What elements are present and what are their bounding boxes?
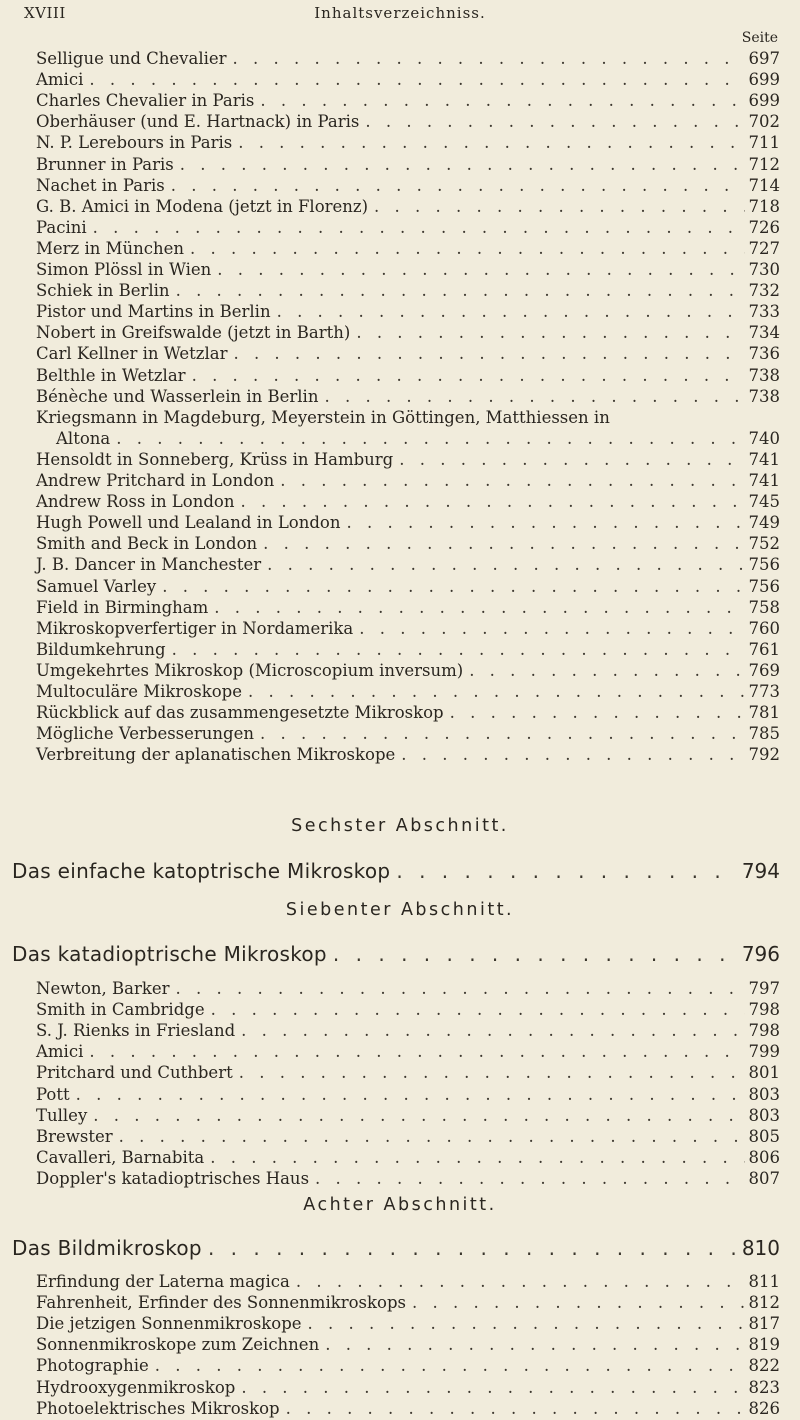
toc-entry-page: 781 <box>748 703 780 723</box>
toc-entry-line1: Kriegsmann in Magdeburg, Meyerstein in Göttingen, Matthiessen in <box>36 407 610 427</box>
toc-entry <box>36 1377 780 1399</box>
toc-entry-title: Bénèche und Wasserlein in Berlin <box>36 386 319 406</box>
dot-leader <box>346 512 744 534</box>
toc-entry-title: Smith in Cambridge <box>36 1000 205 1020</box>
chapter-entry <box>12 858 780 884</box>
dot-leader <box>241 1377 744 1399</box>
toc-entry-title: Die jetzigen Sonnenmikroskope <box>36 1314 302 1334</box>
toc-entry-page: 738 <box>748 386 780 406</box>
toc-entry-page: 803 <box>748 1105 780 1125</box>
toc-entry-page: 805 <box>748 1126 780 1146</box>
section-heading-8: Achter Abschnitt. <box>303 1195 497 1215</box>
dot-leader <box>176 280 745 302</box>
toc-entry-title: Hugh Powell und Lealand in London <box>36 513 341 533</box>
dot-leader <box>374 196 744 218</box>
toc-entry-page: 740 <box>748 428 780 448</box>
toc-entry-page: 697 <box>748 49 780 68</box>
toc-entry <box>36 280 780 302</box>
dot-leader <box>214 597 744 619</box>
toc-entry-page: 702 <box>748 112 780 132</box>
toc-entry <box>36 322 780 344</box>
toc-entry-title: Smith and Beck in London <box>36 534 258 554</box>
toc-entry-page: 749 <box>748 513 780 533</box>
toc-entry-title: Nachet in Paris <box>36 175 165 195</box>
toc-entry-page: 727 <box>748 238 780 258</box>
toc-entry <box>36 1020 780 1042</box>
toc-entry <box>36 1126 780 1148</box>
dot-leader <box>190 238 744 260</box>
section-heading-6: Sechster Abschnitt. <box>291 816 509 836</box>
dot-leader <box>241 1020 744 1042</box>
toc-entry-page: 760 <box>748 618 780 638</box>
dot-leader <box>267 554 744 576</box>
toc-entry-title: S. J. Rienks in Friesland <box>36 1021 236 1041</box>
dot-leader <box>263 533 744 555</box>
section-heading-7: Siebenter Abschnitt. <box>285 900 515 920</box>
toc-entry-page: 792 <box>748 745 780 765</box>
dot-leader <box>89 69 744 91</box>
dot-leader <box>324 386 744 408</box>
toc-entry-page: 822 <box>748 1356 780 1376</box>
toc-entry-title: Erfindung der Laterna magica <box>36 1272 290 1291</box>
dot-leader <box>260 723 745 745</box>
toc-entry <box>36 343 780 365</box>
toc-entry-title: Das einfache katoptrische Mikroskop <box>12 859 391 883</box>
toc-entry <box>36 1147 780 1169</box>
toc-entry-page: 798 <box>748 1021 780 1041</box>
toc-entry-title: G. B. Amici in Modena (jetzt in Florenz) <box>36 196 369 216</box>
toc-entry-title: Doppler's katadioptrisches Haus <box>36 1168 310 1188</box>
dot-leader <box>180 154 745 176</box>
toc-entry <box>36 681 780 703</box>
toc-entry <box>36 90 780 112</box>
toc-entry-page: 803 <box>748 1084 780 1104</box>
toc-entry-title: Charles Chevalier in Paris <box>36 91 255 111</box>
toc-entry-title: Umgekehrtes Mikroskop (Microscopium inversum) <box>36 660 464 680</box>
toc-entry-title: Fahrenheit, Erfinder des Sonnenmikroskops <box>36 1293 406 1313</box>
dot-leader <box>192 365 745 387</box>
toc-entry-title: Samuel Varley <box>36 576 157 596</box>
toc-entry-page: 758 <box>748 597 780 617</box>
toc-entry-page: 806 <box>748 1147 780 1167</box>
dot-leader <box>401 744 744 766</box>
dot-leader <box>286 1398 745 1420</box>
toc-entry-title: Amici <box>36 70 84 90</box>
toc-entry <box>36 1313 780 1335</box>
toc-entry <box>36 1041 780 1063</box>
toc-entry-page: 745 <box>748 492 780 512</box>
toc-entry <box>36 639 780 661</box>
toc-entry-title: Mögliche Verbesserungen <box>36 724 254 744</box>
toc-entry <box>36 196 780 218</box>
dot-leader <box>89 1041 744 1063</box>
toc-entry <box>36 1084 780 1106</box>
toc-entry <box>36 470 780 492</box>
dot-leader <box>119 1126 745 1148</box>
toc-entry-title: Pacini <box>36 217 87 237</box>
toc-entry-page: 718 <box>748 196 780 216</box>
running-head <box>24 4 776 28</box>
toc-entry <box>36 533 780 555</box>
toc-entry-title: Tulley <box>36 1105 88 1125</box>
dot-leader <box>217 259 744 281</box>
dot-leader <box>211 999 745 1021</box>
toc-entry-page: 699 <box>748 70 780 90</box>
toc-entry-title: Nobert in Greifswalde (jetzt in Barth) <box>36 323 351 343</box>
dot-leader <box>308 1313 745 1335</box>
dot-leader <box>296 1271 745 1293</box>
dot-leader <box>399 449 744 471</box>
dot-leader <box>162 576 744 598</box>
toc-entry <box>36 301 780 323</box>
toc-entry-title: Carl Kellner in Wetzlar <box>36 344 228 364</box>
toc-entry-page: 801 <box>748 1063 780 1083</box>
toc-entry-page: 807 <box>748 1168 780 1188</box>
toc-entry-title: Mikroskopverfertiger in Nordamerika <box>36 618 354 638</box>
toc-entry <box>36 1355 780 1377</box>
toc-entry-title: Pritchard und Cuthbert <box>36 1063 233 1083</box>
dot-leader <box>176 978 745 1000</box>
toc-entry <box>36 512 780 534</box>
toc-entry-page: 699 <box>748 91 780 111</box>
toc-entry <box>36 69 780 91</box>
toc-entry-title: Bildumkehrung <box>36 639 166 659</box>
toc-entry-page: 819 <box>748 1335 780 1355</box>
dot-leader <box>171 175 745 197</box>
toc-entry-title: Cavalleri, Barnabita <box>36 1147 205 1167</box>
chapter-entry <box>12 941 780 967</box>
toc-entry <box>36 1271 780 1293</box>
toc-entry-page: 810 <box>741 1236 780 1260</box>
toc-entry <box>36 365 780 387</box>
toc-entry-page: 812 <box>748 1293 780 1313</box>
dot-leader <box>116 428 744 450</box>
toc-entry-title: Multoculäre Mikroskope <box>36 682 242 701</box>
dot-leader <box>277 301 745 323</box>
dot-leader <box>210 1147 744 1169</box>
toc-entry <box>36 597 780 619</box>
dot-leader <box>239 1062 745 1084</box>
toc-entry-page: 741 <box>748 449 780 469</box>
toc-entry-title: Newton, Barker <box>36 979 170 998</box>
toc-entry <box>36 1062 780 1084</box>
toc-entry-page: 796 <box>741 942 780 966</box>
toc-entry <box>36 449 780 471</box>
dot-leader <box>450 702 745 724</box>
toc-entry-title: Pistor und Martins in Berlin <box>36 302 271 322</box>
toc-entry-title: Photoelektrisches Mikroskop <box>36 1398 280 1418</box>
toc-entry-title: Andrew Ross in London <box>36 492 235 512</box>
toc-entry-page: 798 <box>748 1000 780 1020</box>
toc-entry-title: Hydrooxygenmikroskop <box>36 1377 236 1397</box>
toc-entry <box>36 386 780 408</box>
dot-leader <box>469 660 744 682</box>
toc-entry-page: 712 <box>748 154 780 174</box>
toc-entry-page: 756 <box>748 555 780 575</box>
toc-entry-page: 738 <box>748 365 780 385</box>
dot-leader <box>248 681 745 703</box>
toc-entry-page: 733 <box>748 302 780 322</box>
toc-entry-page: 826 <box>748 1398 780 1418</box>
toc-entry-title: Pott <box>36 1084 70 1104</box>
dot-leader <box>93 217 745 239</box>
dot-leader <box>359 618 744 640</box>
toc-entry-page: 726 <box>748 217 780 237</box>
toc-entry-title: Selligue und Chevalier <box>36 49 227 68</box>
toc-entry-page: 794 <box>741 859 780 883</box>
toc-entry-page: 732 <box>748 281 780 301</box>
toc-entry-title: Brunner in Paris <box>36 154 174 174</box>
page-folio: XVIII <box>24 4 66 22</box>
dot-leader <box>93 1105 744 1127</box>
toc-entry-page: 797 <box>748 979 780 998</box>
toc-entry-title: Sonnenmikroskope zum Zeichnen <box>36 1335 320 1355</box>
toc-entry-title: Hensoldt in Sonneberg, Krüss in Hamburg <box>36 449 394 469</box>
dot-leader <box>356 322 744 344</box>
toc-entry <box>36 1105 780 1127</box>
dot-leader <box>365 111 744 133</box>
dot-leader <box>240 491 744 513</box>
dot-leader <box>233 343 744 365</box>
toc-entry-title: Merz in München <box>36 238 185 258</box>
toc-entry-title: Schiek in Berlin <box>36 281 170 301</box>
toc-entry-page: 752 <box>748 534 780 554</box>
toc-entry-page: 817 <box>748 1314 780 1334</box>
toc-entry-title: Belthle in Wetzlar <box>36 365 186 385</box>
toc-entry <box>36 1292 780 1314</box>
toc-entry-page: 736 <box>748 344 780 364</box>
dot-leader <box>238 132 744 154</box>
toc-entry <box>36 491 780 513</box>
toc-entry <box>36 702 780 724</box>
dot-leader <box>172 639 745 661</box>
dot-leader <box>325 1334 744 1356</box>
dot-leader <box>208 1235 738 1261</box>
dot-leader <box>412 1292 745 1314</box>
toc-entry <box>36 1334 780 1356</box>
dot-leader <box>280 470 744 492</box>
toc-entry-title: Oberhäuser (und E. Hartnack) in Paris <box>36 112 360 132</box>
toc-entry-page: 730 <box>748 260 780 279</box>
toc-entry-page: 773 <box>748 682 780 701</box>
toc-entry <box>36 1398 780 1420</box>
toc-entry-title: N. P. Lerebours in Paris <box>36 133 233 153</box>
toc-entry-page: 799 <box>748 1042 780 1062</box>
toc-entry <box>36 48 780 70</box>
toc-entry <box>36 111 780 133</box>
toc-entry <box>36 259 780 281</box>
toc-entry-page: 785 <box>748 724 780 744</box>
dot-leader <box>396 858 737 884</box>
toc-entry-page: 756 <box>748 576 780 596</box>
toc-entry-title: Verbreitung der aplanatischen Mikroskope <box>36 745 396 765</box>
toc-entry <box>36 238 780 260</box>
running-title: Inhaltsverzeichniss. <box>314 4 486 22</box>
toc-entry <box>36 1168 780 1190</box>
dot-leader <box>333 941 738 967</box>
toc-entry-title: Das Bildmikroskop <box>12 1236 202 1260</box>
toc-entry-title: Amici <box>36 1042 84 1062</box>
toc-entry-page: 734 <box>748 323 780 343</box>
toc-entry-title: Simon Plössl in Wien <box>36 260 212 279</box>
dot-leader <box>155 1355 745 1377</box>
toc-entry-page: 714 <box>748 175 780 195</box>
toc-entry <box>36 576 780 598</box>
toc-entry-page: 769 <box>748 660 780 680</box>
toc-entry <box>36 175 780 197</box>
toc-entry-title: Brewster <box>36 1126 113 1146</box>
toc-entry <box>36 217 780 239</box>
toc-entry-title: Rückblick auf das zusammengesetzte Mikroskop <box>36 703 444 723</box>
toc-entry-line2 <box>56 428 780 450</box>
toc-entry-title: Andrew Pritchard in London <box>36 471 275 490</box>
dot-leader <box>76 1084 745 1106</box>
toc-entry-page: 811 <box>748 1272 780 1291</box>
dot-leader <box>315 1168 744 1190</box>
toc-entry-title: Field in Birmingham <box>36 597 209 617</box>
toc-entry-title: J. B. Dancer in Manchester <box>36 555 262 575</box>
toc-entry <box>36 723 780 745</box>
toc-entry-title: Photographie <box>36 1356 149 1376</box>
toc-entry <box>36 554 780 576</box>
toc-entry-title: Das katadioptrische Mikroskop <box>12 942 327 966</box>
toc-entry-page: 741 <box>748 471 780 490</box>
toc-entry <box>36 999 780 1021</box>
toc-entry-title: Altona <box>56 428 111 448</box>
dot-leader <box>233 48 745 70</box>
toc-entry-page: 823 <box>748 1377 780 1397</box>
toc-entry-page: 711 <box>748 133 780 153</box>
seite-label: Seite <box>741 30 778 46</box>
toc-entry-page: 761 <box>748 639 780 659</box>
toc-entry <box>36 744 780 766</box>
toc-entry <box>36 978 780 1000</box>
dot-leader <box>260 90 744 112</box>
toc-entry <box>36 132 780 154</box>
chapter-entry <box>12 1235 780 1261</box>
toc-entry <box>36 154 780 176</box>
toc-entry <box>36 618 780 640</box>
toc-entry <box>36 660 780 682</box>
